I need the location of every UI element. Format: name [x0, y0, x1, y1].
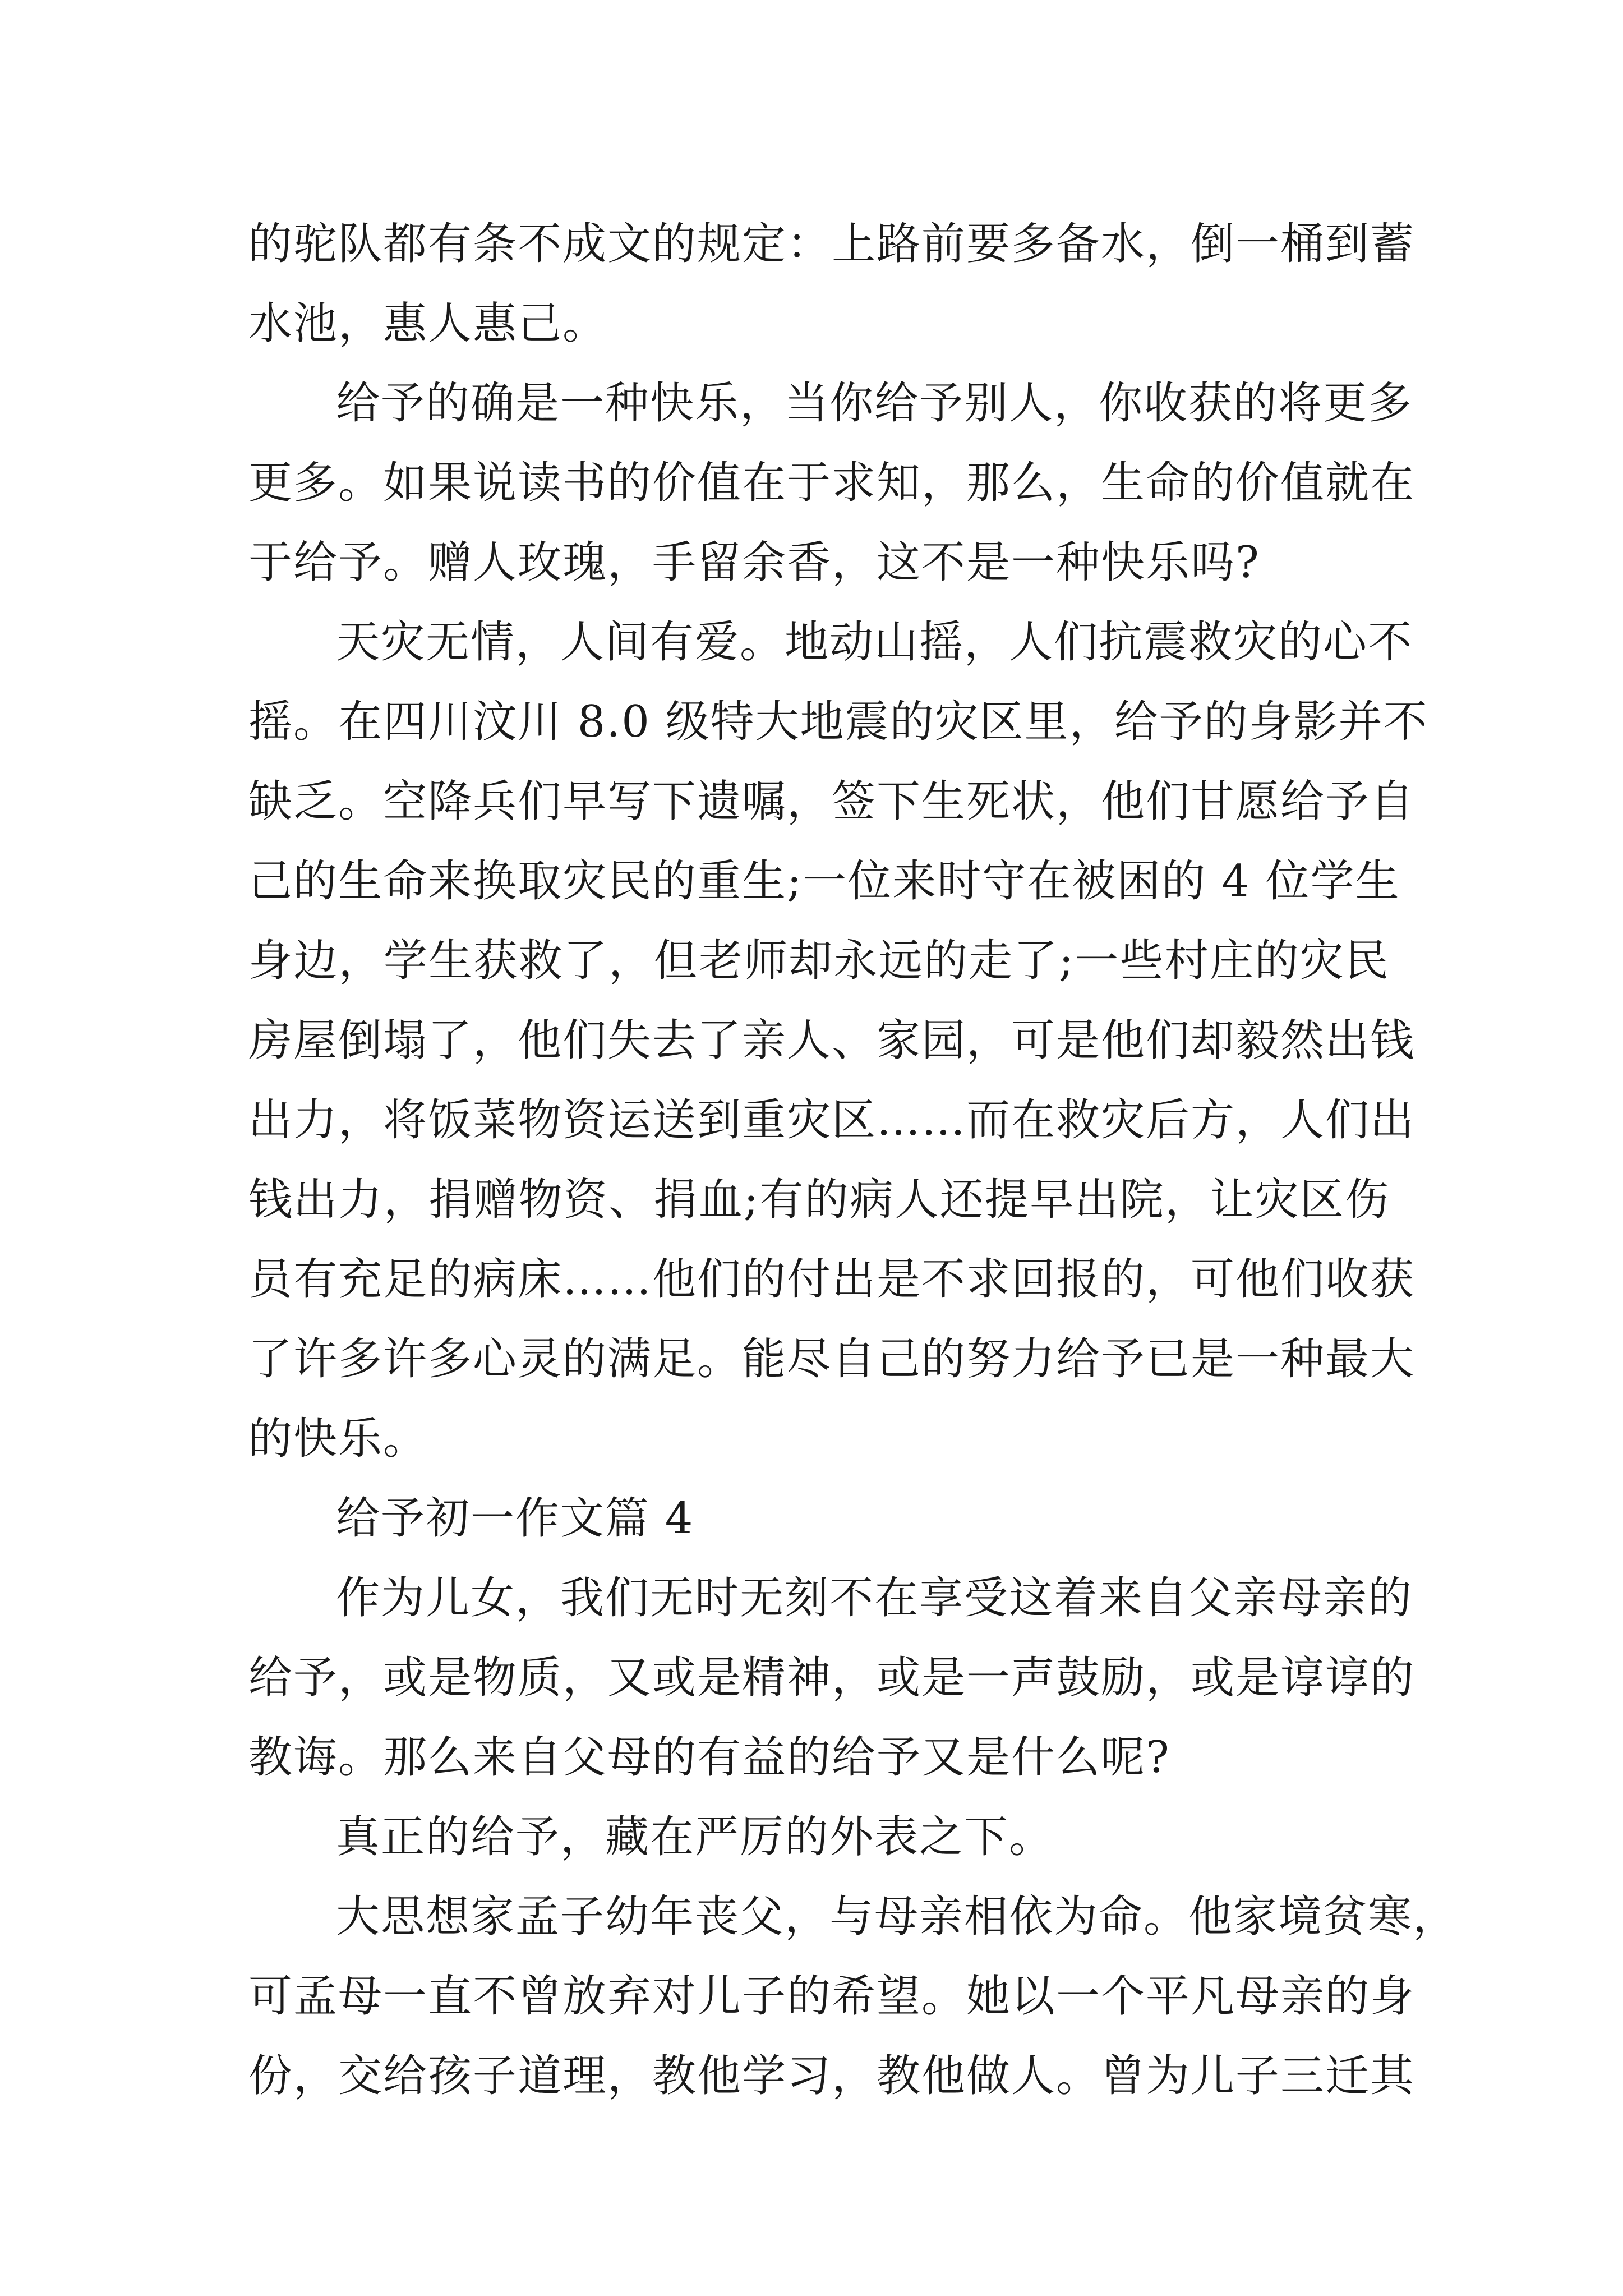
text-line: 给予初一作文篇 4 [336, 1493, 694, 1544]
text-line: 了许多许多心灵的满足。能尽自己的努力给予已是一种最大 [248, 1334, 1415, 1384]
text-line: 教诲。那么来自父母的有益的给予又是什么呢? [248, 1732, 1170, 1783]
text-line: 天灾无情，人间有爱。地动山摇，人们抗震救灾的心不 [336, 617, 1413, 668]
text-line: 份，交给孩子道理，教他学习，教他做人。曾为儿子三迁其 [248, 2051, 1415, 2101]
text-line: 给予的确是一种快乐，当你给予别人，你收获的将更多 [336, 378, 1413, 429]
body-text [248, 204, 1458, 2116]
text-line: 水池，惠人惠己。 [248, 298, 608, 349]
text-line: 缺乏。空降兵们早写下遗嘱，签下生死状，他们甘愿给予自 [248, 776, 1415, 827]
text-line: 摇。在四川汶川 8.0 级特大地震的灾区里，给予的身影并不 [248, 697, 1428, 747]
text-line: 真正的给予，藏在严厉的外表之下。 [336, 1812, 1054, 1862]
text-line: 可孟母一直不曾放弃对儿子的希望。她以一个平凡母亲的身 [248, 1971, 1415, 2022]
text-line: 于给予。赠人玫瑰，手留余香，这不是一种快乐吗? [248, 537, 1260, 588]
text-line: 的快乐。 [248, 1414, 428, 1464]
text-line: 钱出力，捐赠物资、捐血;有的病人还提早出院，让灾区伤 [248, 1175, 1390, 1225]
text-line: 作为儿女，我们无时无刻不在享受这着来自父亲母亲的 [336, 1573, 1413, 1623]
text-line: 更多。如果说读书的价值在于求知，那么，生命的价值就在 [248, 458, 1415, 508]
text-line: 出力，将饭菜物资运送到重灾区……而在救灾后方，人们出 [248, 1095, 1415, 1145]
text-line: 房屋倒塌了，他们失去了亲人、家园，可是他们却毅然出钱 [248, 1015, 1415, 1066]
text-line: 的驼队都有条不成文的规定：上路前要多备水，倒一桶到蓄 [248, 219, 1415, 269]
text-line: 大思想家孟子幼年丧父，与母亲相依为命。他家境贫寒， [336, 1892, 1458, 1942]
text-line: 己的生命来换取灾民的重生;一位来时守在被困的 4 位学生 [248, 856, 1400, 907]
text-line: 员有充足的病床……他们的付出是不求回报的，可他们收获 [248, 1254, 1415, 1305]
text-line: 身边，学生获救了，但老师却永远的走了;一些村庄的灾民 [248, 936, 1390, 986]
text-line: 给予，或是物质，又或是精神，或是一声鼓励，或是谆谆的 [248, 1653, 1415, 1703]
